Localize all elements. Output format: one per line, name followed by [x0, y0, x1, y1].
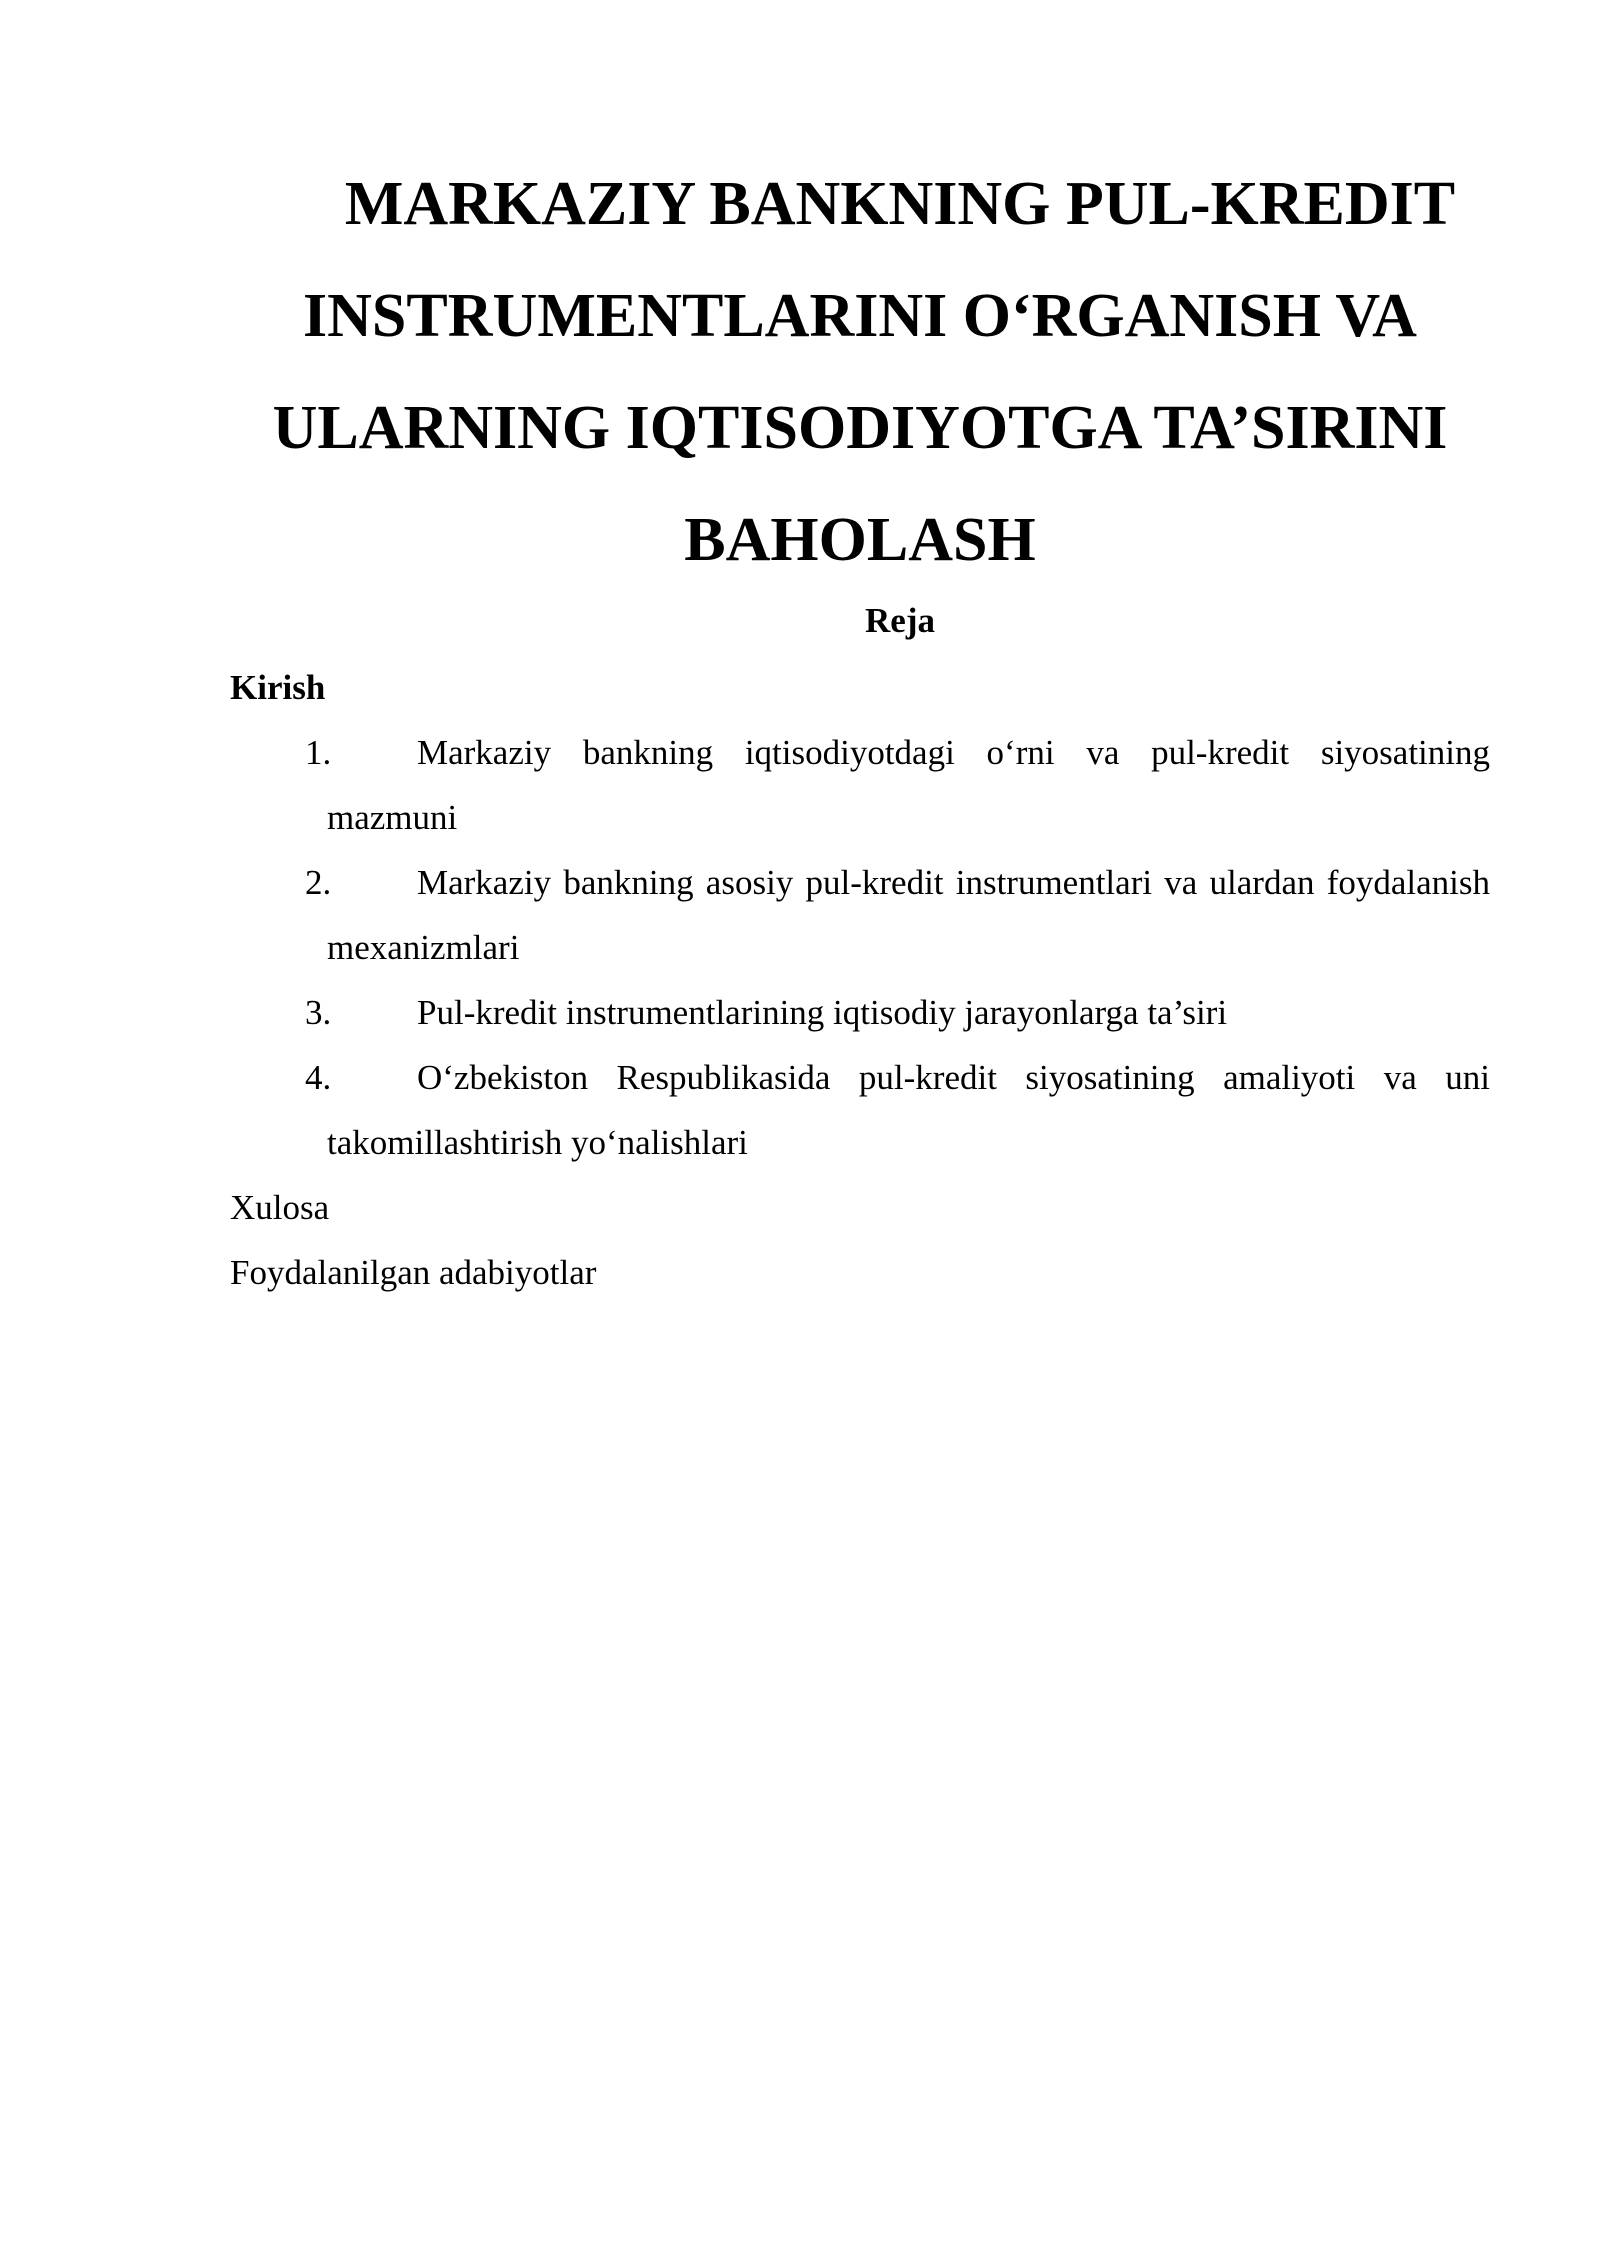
plan-item-number: 4.	[305, 1058, 332, 1097]
plan-item-4	[230, 1045, 1490, 1175]
plan-item-1	[230, 720, 1490, 850]
plan-item-text: Pul-kredit instrumentlarining iqtisodiy jarayonlarga ta’siri	[417, 993, 1228, 1032]
conclusion-label: Xulosa	[230, 1188, 330, 1227]
plan-item-text: Markaziy bankning asosiy pul-kredit instrumentlari va ulardan foydalanish mexanizmlari	[327, 863, 1490, 967]
plan-list	[230, 720, 1490, 1175]
plan-item-number: 1.	[305, 733, 332, 772]
plan-item-2	[230, 850, 1490, 980]
plan-heading: Reja	[865, 601, 935, 640]
plan-item-text: O‘zbekiston Respublikasida pul-kredit siyosatining amaliyoti va uni takomillashtirish yo‘nalishlari	[327, 1058, 1490, 1162]
plan-item-number: 3.	[305, 993, 332, 1032]
intro-label: Kirish	[230, 668, 326, 707]
plan-item-number: 2.	[305, 863, 332, 902]
plan-item-text: Markaziy bankning iqtisodiyotdagi o‘rni va pul-kredit siyosatining mazmuni	[327, 733, 1490, 837]
plan-item-3	[230, 980, 1490, 1045]
references-label: Foydalanilgan adabiyotlar	[230, 1253, 597, 1292]
document-title: MARKAZIY BANKNING PUL-KREDIT INSTRUMENTLARINI O‘RGANISH VA ULARNING IQTISODIYOTGA TA’SIRINI BAHOLASH	[272, 170, 1456, 574]
